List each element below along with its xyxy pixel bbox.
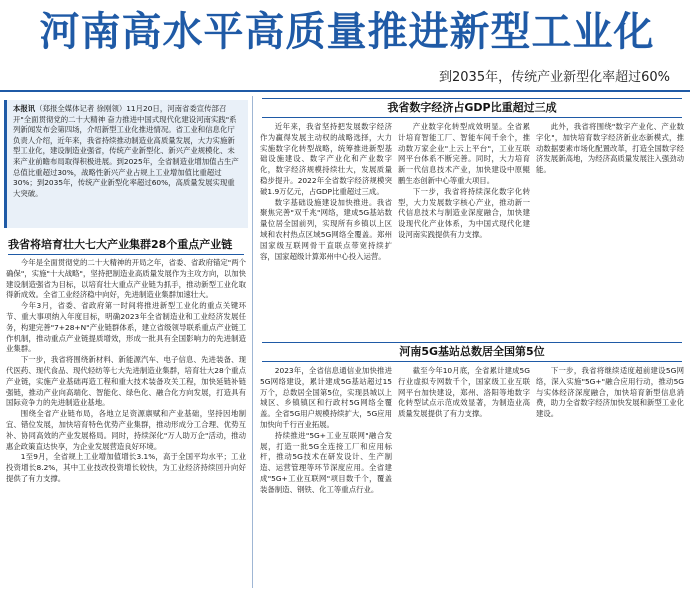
clusters-para-5: 1至9月，全省规上工业增加值增长3.1%，高于全国平均水平；工业投资增长8.2%，其中工业技改投资增长较快，为工业经济持续回升向好提供了有力支撑。: [6, 452, 246, 483]
clusters-para-2: 今年3月，省委、省政府第一时间将推进新型工业化的重点关键环节、重大事项纳入年度目标，明确2023年全省制造业和工业经济发展任务，构建完善"7+28+N"产业链群体系，建立省级领导联系重点产业链工作机制，推动重点产业链提质增效，形成一批具有全国影响力的先进制造业集群。: [6, 301, 246, 354]
fiveg-col-1: [260, 366, 392, 588]
clusters-para-1: 今年是全面贯彻党的二十大精神的开局之年，省委、省政府锚定"两个确保"，实施"十大战略"，坚持把制造业高质量发展作为主攻方向，以加快建设制造强省为目标，以培育壮大重点产业链为抓手，推动新型工业化取得新成效。全省工业经济稳中向好，先进制造业集群加速壮大。: [6, 258, 246, 300]
digital-para-1: 近年来，我省坚持把发展数字经济作为赢得发展主动权的战略选择，大力实施数字化转型战略，统筹推进新型基础设施建设、数字产业化和产业数字化，数字经济规模持续壮大，发展质量稳步提升。2022年全省数字经济规模突破1.9万亿元，占GDP比重超过三成。: [260, 122, 392, 196]
digital-col-2: [398, 122, 530, 336]
intro-text: （郑报全媒体记者 徐刚领）11月20日，河南省委宣传部召开"全面贯彻党的二十大精神 奋力推进中国式现代化建设河南实践"系列新闻发布会第四场，介绍新型工业化推进情况。省工业和信息化厅负责人介绍，近年来，我省持续推动制造业高质量发展，大力实施新型工业化，建设制造业强省，传统产业新型化、新兴产业规模化、未来产业前瞻布局取得积极进展。到2025年，全省制造业增加值占生产总值比重超过30%，战略性新兴产业占规上工业增加值比重超过30%；到2035年，传统产业新型化率超过60%，高质量发展实现重大突破。: [13, 104, 239, 198]
fiveg-para-4: 下一步，我省将继续适度超前建设5G网络，深入实施"5G+"融合应用行动，推动5G与实体经济深度融合，加快培育新型信息消费，助力全省数字经济加快发展和新型工业化建设。: [536, 366, 684, 419]
intro-tag: 本报讯: [13, 104, 36, 113]
section-title-5g: 河南5G基站总数居全国第5位: [262, 342, 682, 362]
digital-para-3: 产业数字化转型成效明显。全省累计培育智能工厂、智能车间千余个，推动数万家企业"上云上平台"，工业互联网平台体系不断完善。同时，大力培育新一代信息技术产业，加快建设中原鲲鹏生态创新中心等重大项目。: [398, 122, 530, 185]
digital-col-3: [536, 122, 684, 336]
fiveg-para-2: 持续推进"5G+工业互联网"融合发展，打造一批5G全连接工厂和应用标杆，推动5G技术在研发设计、生产制造、运营管理等环节深度应用。全省建成"5G+工业互联网"项目数千个，覆盖装备制造、钢铁、化工等重点行业。: [260, 430, 392, 494]
fiveg-col-3: [536, 366, 684, 588]
fiveg-para-1: 2023年，全省信息通信业加快推进5G网络建设，累计建成5G基站超过15万个，总数居全国第5位，实现县城以上城区、乡镇镇区和行政村5G网络全覆盖。全省5G用户规模持续扩大，5G应用加快向千行百业拓展。: [260, 366, 392, 429]
digital-col-1: [260, 122, 392, 336]
digital-para-5: 此外，我省将围绕"数字产业化、产业数字化"，加快培育数字经济新业态新模式，推动数据要素市场化配置改革，打造全国数字经济发展新高地，为经济高质量发展注入强劲动能。: [536, 122, 684, 175]
section-title-clusters: 我省将培育壮大七大产业集群28个重点产业链: [8, 236, 244, 255]
intro-box: [4, 100, 248, 228]
subtitle: 到2035年，传统产业新型化率超过60%: [439, 70, 670, 85]
section-title-digital: 我省数字经济占GDP比重超过三成: [262, 98, 682, 118]
digital-para-2: 数字基础设施建设加快推进。我省聚焦完善"双千兆"网络，建成5G基站数量位居全国前列，实现所有乡镇以上区域和农村热点区域5G网络全覆盖。郑州国家级互联网骨干直联点带宽持续扩容，国家超级计算郑州中心投入运营。: [260, 197, 392, 261]
column-divider: [252, 96, 253, 588]
clusters-para-4: 围绕全省产业链布局，各地立足资源禀赋和产业基础，坚持因地制宜、错位发展，加快培育特色优势产业集群，推动形成分工合理、优势互补、协同高效的产业发展格局。同时，持续深化"万人助万企"活动，推动惠企政策直达快享，为企业发展营造良好环境。: [6, 409, 246, 451]
headline: 河南高水平高质量推进新型工业化: [39, 9, 655, 55]
clusters-body: [6, 258, 246, 588]
fiveg-col-2: [398, 366, 530, 588]
clusters-para-3: 下一步，我省将围绕新材料、新能源汽车、电子信息、先进装备、现代医药、现代食品、现代轻纺等七大先进制造业集群，培育壮大28个重点产业链，实施产业基础再造工程和重大技术装备攻关工程，加快延链补链强链，推动产业向高端化、智能化、绿色化、融合化方向发展，打造具有国际竞争力的先进制造业基地。: [6, 355, 246, 408]
digital-para-4: 下一步，我省将持续深化数字化转型，大力发展数字核心产业，推动新一代信息技术与制造业深度融合，加快建设现代化产业体系，为中国式现代化建设河南实践提供有力支撑。: [398, 186, 530, 239]
top-rule: [0, 90, 690, 92]
fiveg-para-3: 截至今年10月底，全省累计建成5G行业虚拟专网数千个，国家级工业互联网平台加快建设，郑州、洛阳等地数字化转型试点示范成效显著，为制造业高质量发展提供了有力支撑。: [398, 366, 530, 419]
